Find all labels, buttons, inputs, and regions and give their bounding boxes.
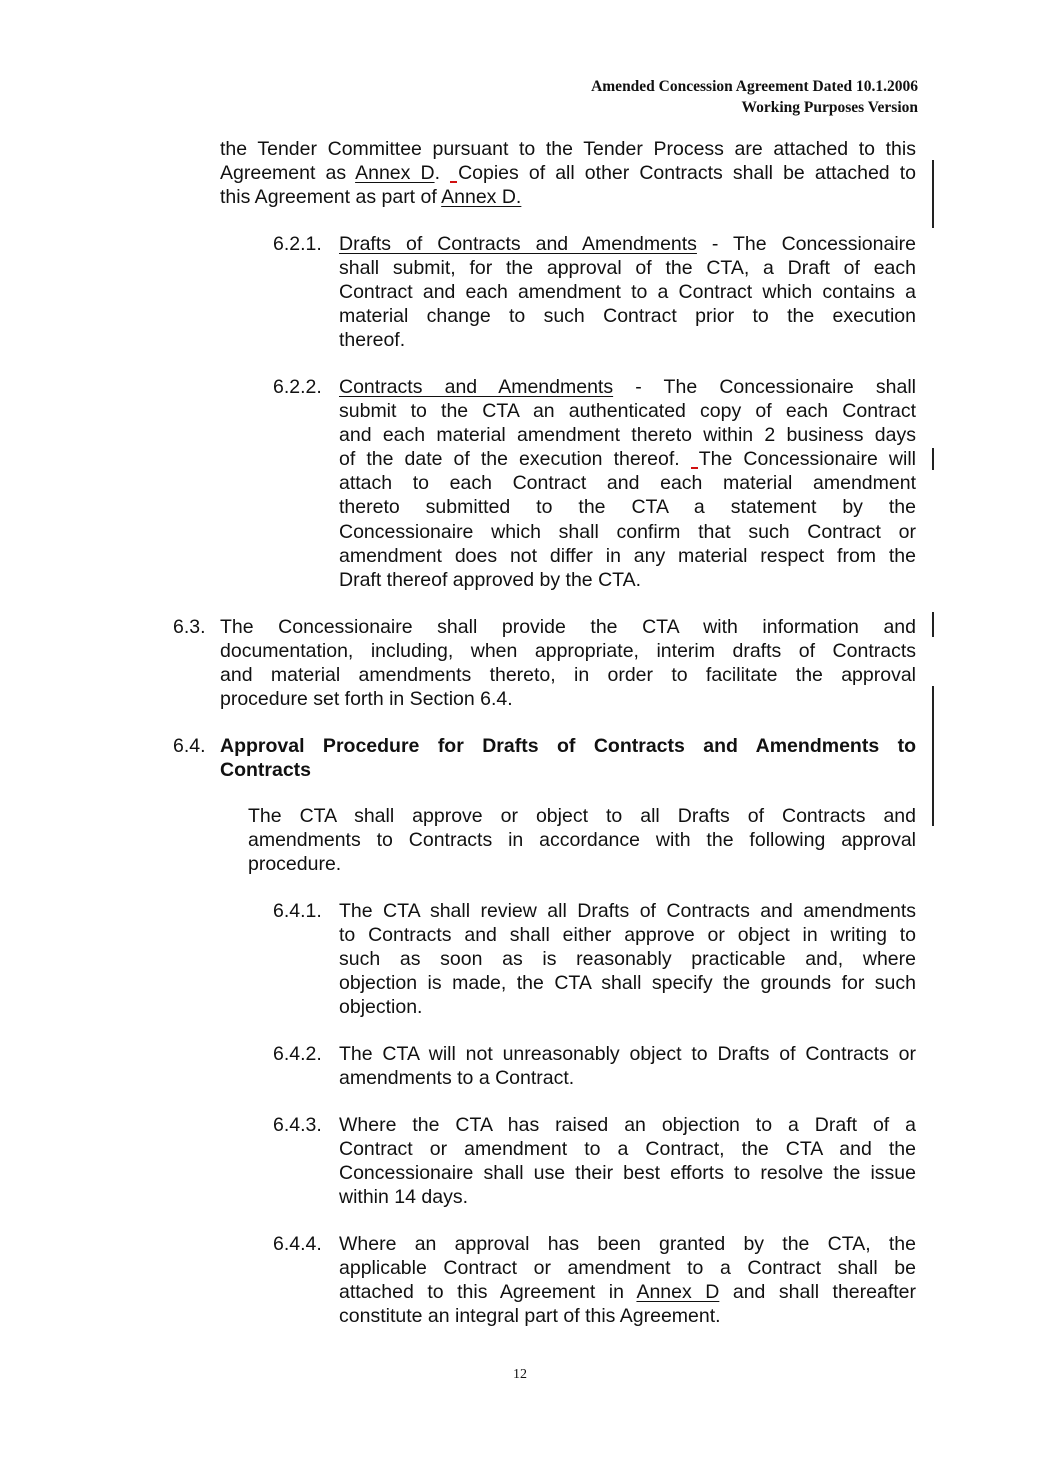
- text-line: applicable Contract or amendment to a Contract shall be: [339, 1257, 916, 1280]
- text-line: thereof.: [339, 329, 406, 352]
- section-6-2-2: [339, 375, 916, 592]
- header-title: Amended Concession Agreement Dated 10.1.2006: [591, 78, 918, 95]
- text-line: Agreement as Annex D. Copies of all other Contracts shall be attached to: [220, 162, 917, 185]
- text-line: procedure.: [248, 853, 342, 876]
- text-line: amendments to Contracts in accordance with the following approval: [248, 829, 916, 852]
- text-line: this Agreement as part of Annex D.: [220, 186, 522, 209]
- text-line: Contracts and Amendments - The Concessionaire shall: [339, 376, 916, 398]
- text-line: such as soon as is reasonably practicable and, where: [339, 948, 916, 971]
- section-number: 6.2.2.: [273, 376, 322, 398]
- text-line: objection is made, the CTA shall specify the grounds for such: [339, 972, 916, 995]
- text-line: shall submit, for the approval of the CTA, a Draft of each: [339, 257, 916, 280]
- text-line: attached to this Agreement in Annex D and shall thereafter: [339, 1281, 917, 1304]
- section-6-4-4: [339, 1232, 916, 1328]
- text-line: material change to such Contract prior to the execution: [339, 305, 916, 328]
- text-line: amendment does not differ in any material respect from the: [339, 544, 916, 567]
- text-line: Contract or amendment to a Contract, the CTA and the: [339, 1138, 916, 1161]
- text-line: and each material amendment thereto within 2 business days: [339, 424, 916, 447]
- text-line: Concessionaire which shall confirm that such Contract or: [339, 520, 916, 543]
- text-line: The CTA will not unreasonably object to Drafts of Contracts or: [339, 1043, 916, 1065]
- text-line: amendments to a Contract.: [339, 1067, 575, 1090]
- text-line: Drafts of Contracts and Amendments - The Concessionaire: [339, 233, 916, 255]
- section-heading: Contracts: [220, 759, 312, 782]
- section-6-4-body: [248, 804, 916, 876]
- section-6-4-3: [339, 1113, 916, 1209]
- text-line: objection.: [339, 996, 423, 1019]
- section-number: 6.4.1.: [273, 900, 322, 922]
- revision-mark: [691, 467, 698, 469]
- section-title: Drafts of Contracts and Amendments: [339, 233, 697, 255]
- text-line: submit to the CTA an authenticated copy of each Contract: [339, 400, 916, 423]
- text-line: Draft thereof approved by the CTA.: [339, 568, 642, 591]
- text-line: The CTA shall approve or object to all Drafts of Contracts and: [248, 805, 916, 827]
- page-number: 12: [513, 1367, 527, 1382]
- section-heading: Approval Procedure for Drafts of Contracts and Amendments to: [220, 735, 916, 757]
- section-title: Contracts and Amendments: [339, 376, 614, 398]
- text-line: The Concessionaire shall provide the CTA with information and: [220, 616, 916, 638]
- section-number: 6.4.4.: [273, 1233, 322, 1255]
- section-number: 6.3.: [173, 616, 206, 638]
- text-line: documentation, including, when appropriate, interim drafts of Contracts: [220, 640, 916, 663]
- section-number: 6.4.2.: [273, 1043, 322, 1065]
- change-bar: [932, 448, 934, 470]
- revision-mark: [450, 181, 457, 183]
- text-line: to Contracts and shall either approve or object in writing to: [339, 924, 916, 947]
- text-line: Where the CTA has raised an objection to a Draft of a: [339, 1114, 916, 1136]
- text-line: the Tender Committee pursuant to the Tender Process are attached to this: [220, 138, 916, 160]
- running-header: [591, 76, 918, 118]
- annex-d-link[interactable]: Annex D: [636, 1281, 720, 1304]
- text-line: and material amendments thereto, in order to facilitate the approval: [220, 664, 916, 687]
- text-line: constitute an integral part of this Agreement.: [339, 1305, 721, 1328]
- text-line: Where an approval has been granted by the CTA, the: [339, 1233, 916, 1255]
- section-number: 6.2.1.: [273, 233, 322, 255]
- text-line: within 14 days.: [339, 1186, 468, 1209]
- section-6-3: [220, 615, 916, 711]
- section-6-4-2: [339, 1042, 916, 1090]
- text-line: Concessionaire shall use their best efforts to resolve the issue: [339, 1162, 916, 1185]
- section-6-2-1: [339, 232, 916, 352]
- annex-d-link[interactable]: Annex D.: [441, 186, 522, 209]
- text-line: procedure set forth in Section 6.4.: [220, 688, 513, 711]
- text-line: Contract and each amendment to a Contract which contains a: [339, 281, 916, 304]
- section-number: 6.4.: [173, 735, 206, 757]
- header-version: Working Purposes Version: [741, 99, 918, 116]
- change-bar: [932, 686, 934, 826]
- section-number: 6.4.3.: [273, 1114, 322, 1136]
- change-bar: [932, 612, 934, 637]
- intro-paragraph: [220, 137, 916, 209]
- text-line: attach to each Contract and each material amendment: [339, 472, 916, 495]
- section-6-4-1: [339, 899, 916, 1019]
- annex-d-link[interactable]: Annex D: [355, 162, 435, 185]
- text-line: thereto submitted to the CTA a statement by the: [339, 496, 916, 519]
- text-line: The CTA shall review all Drafts of Contracts and amendments: [339, 900, 916, 922]
- text-line: of the date of the execution thereof. The Concessionaire will: [339, 448, 916, 471]
- change-bar: [932, 160, 934, 228]
- section-6-4-heading: [220, 734, 916, 782]
